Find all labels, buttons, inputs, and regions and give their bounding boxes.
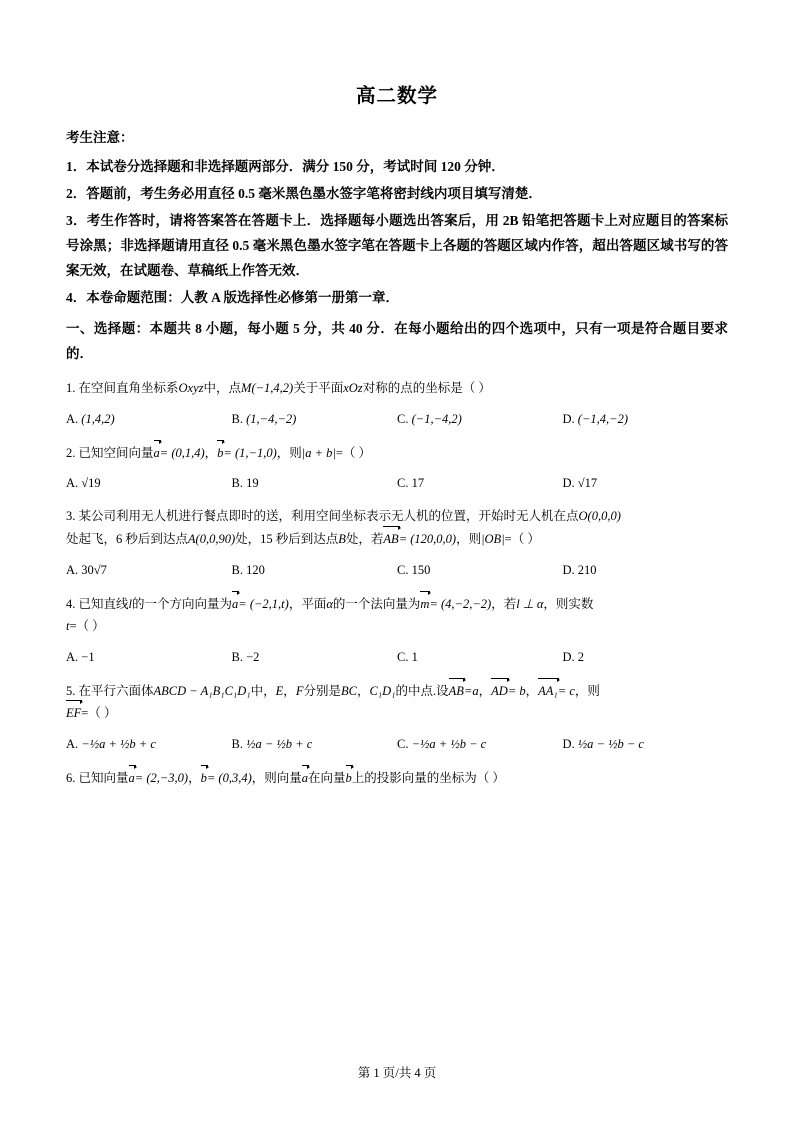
q3-options [66, 560, 728, 582]
q6-vector-a: a [129, 767, 135, 790]
q2-option-b-label: B. [231, 476, 243, 491]
q4-text-4: 的一个法向量为 [332, 596, 421, 611]
q2-vector-a: a [154, 442, 160, 465]
q4-option-c-label: C. [397, 649, 409, 664]
q4-option-b-value: −2 [246, 649, 260, 664]
q3-option-a[interactable] [66, 560, 232, 582]
notice-item-1: 1．本试卷分选择题和非选择题两部分．满分 150 分，考试时间 120 分钟． [66, 159, 505, 174]
q5-text-5: ， [356, 683, 370, 698]
q5-text-10: =（ ） [81, 706, 117, 721]
q5-option-d[interactable] [563, 734, 729, 756]
q3-option-d[interactable] [563, 560, 729, 582]
q3-text-2: 处起飞，6 秒后到达点 [66, 532, 188, 547]
q2-vector-a-value: = (0,1,4) [159, 445, 205, 460]
q5-option-d-label: D. [562, 737, 575, 752]
q4-vector-a-value: = (−2,1,t) [238, 596, 289, 611]
q5-option-c-label: C. [397, 737, 409, 752]
q6-text-2: ， [188, 771, 201, 786]
q6-text-4: 在向量 [308, 771, 346, 786]
q2-options [66, 473, 728, 495]
q3-option-b-label: B. [231, 563, 243, 577]
q4-text-3: ，平面 [288, 596, 327, 611]
q5-vector-aa1: AA₁ [538, 680, 558, 703]
q2-text-4: =（ ） [335, 445, 372, 460]
q4-option-a-value: −1 [81, 649, 95, 664]
q3-option-c-label: C. [397, 563, 409, 577]
notice-item-3: 3．考生作答时，请将答案答在答题卡上．选择题每小题选出答案后，用 2B 铅笔把答题卡上对应题目的答案标号涂黑；非选择题请用直径 0.5 毫米黑色墨水签字笔在答题卡上各题的答题区域内作答，超出答题区域书写的答案无效，在试题卷、草稿纸上作答无效． [66, 212, 728, 278]
q2-option-d-value: √17 [577, 476, 598, 491]
q4-vector-a: a [232, 593, 238, 616]
notice-heading: 考生注意： [66, 130, 134, 145]
page-footer: 第 1 页/共 4 页 [357, 1066, 437, 1080]
q4-variable-t: t [66, 618, 70, 633]
q1-text-4: 对称的点的坐标是（ ） [362, 380, 491, 395]
q3-vector-ob: |OB| [481, 532, 505, 547]
q4-line-l: l [128, 596, 132, 611]
q2-text-1: 已知空间向量 [78, 445, 154, 460]
q2-option-a-value: √19 [81, 476, 101, 491]
q4-options [66, 647, 728, 669]
q1-option-b-label: B. [231, 411, 243, 426]
q2-number: 2. [66, 445, 76, 460]
q2-expression: |a + b| [301, 445, 336, 460]
q2-option-d[interactable] [563, 473, 729, 495]
q5-vector-ab: AB [449, 680, 464, 703]
q5-vector-aa1-value: = c [557, 683, 575, 698]
q5-option-b-label: B. [231, 737, 243, 752]
q6-vector-a2: a [302, 767, 308, 790]
q1-point: M(−1,4,2) [241, 380, 294, 395]
q1-option-c-value: (−1,−4,2) [411, 411, 462, 426]
question-2 [66, 442, 728, 496]
q3-option-a-label: A. [66, 563, 79, 577]
q5-segment-bc: BC [340, 683, 357, 698]
q5-option-c[interactable] [397, 734, 563, 756]
q6-vector-a-value: = (2,−3,0) [134, 771, 189, 786]
q2-option-b-value: 19 [246, 476, 259, 491]
q5-option-b-value: ½a − ½b + c [246, 737, 313, 752]
q2-option-c-value: 17 [411, 476, 425, 491]
q3-option-d-label: D. [562, 563, 575, 577]
q1-option-d-label: D. [562, 411, 575, 426]
q4-text-6: ，则实数 [543, 596, 594, 611]
q6-number: 6. [66, 771, 76, 786]
q4-option-d[interactable] [563, 647, 729, 669]
q1-option-d-value: (−1,4,−2) [577, 411, 628, 426]
q3-vector-ab-value: = (120,0,0) [398, 532, 457, 547]
q4-text-5: ，若 [491, 596, 517, 611]
question-1 [66, 378, 728, 431]
q4-option-b-label: B. [231, 649, 243, 664]
q1-text-2: 中，点 [203, 380, 242, 395]
q1-option-a-label: A. [66, 411, 79, 426]
q1-option-a-value: (1,4,2) [81, 411, 115, 426]
q5-text-2: 中， [250, 683, 276, 698]
q1-text-3: 关于平面 [293, 380, 344, 395]
q1-coord: Oxyz [178, 380, 204, 395]
q5-point-e: E [275, 683, 284, 698]
q4-option-d-label: D. [562, 649, 575, 664]
page-title: 高二数学 [355, 86, 438, 107]
q3-text-4: 处，若 [345, 532, 384, 547]
notice-item-2: 2．答题前，考生务必用直径 0.5 毫米黑色墨水签字笔将密封线内项目填写清楚． [66, 185, 542, 201]
q3-option-b[interactable] [232, 560, 398, 582]
q5-vector-ad: AD [491, 680, 508, 703]
q3-text-5: ，则 [456, 532, 482, 547]
question-5 [66, 680, 728, 757]
section-heading-choice: 一、选择题：本题共 8 小题，每小题 5 分，共 40 分．在每小题给出的四个选项中，只有一项是符合题目要求的． [66, 320, 728, 361]
q2-vector-b-value: = (1,−1,0) [223, 445, 277, 460]
q3-option-a-value: 30√7 [81, 563, 107, 577]
q4-text-1: 已知直线 [78, 596, 129, 611]
q3-text-3: 处，15 秒后到达点 [235, 532, 339, 547]
q5-text-6: 的中点.设 [395, 683, 449, 698]
q4-number: 4. [66, 596, 76, 611]
q4-text-7: =（ ） [69, 618, 105, 633]
q5-option-a[interactable] [66, 734, 232, 756]
q1-option-b[interactable] [232, 409, 398, 431]
q5-vector-ef: EF [66, 702, 81, 725]
q5-option-c-value: −½a + ½b − c [411, 737, 487, 752]
q5-text-1: 在平行六面体 [78, 683, 154, 698]
q2-option-c[interactable] [397, 473, 563, 495]
q2-vector-b: b [217, 442, 223, 465]
q4-option-c-value: 1 [411, 649, 418, 664]
q5-vector-ad-value: = b [507, 683, 526, 698]
q1-number: 1. [66, 380, 76, 395]
q1-option-b-value: (1,−4,−2) [246, 411, 297, 426]
q4-vector-m: m [420, 593, 429, 616]
q3-point-o: O(0,0,0) [578, 509, 621, 524]
q2-option-a-label: A. [66, 476, 79, 491]
q5-option-b[interactable] [232, 734, 398, 756]
q1-option-d[interactable] [563, 409, 729, 431]
question-3 [66, 506, 728, 582]
q4-option-b[interactable] [232, 647, 398, 669]
q3-point-b: B [338, 532, 346, 547]
q1-option-c-label: C. [397, 411, 409, 426]
q4-option-c[interactable] [397, 647, 563, 669]
q3-option-c[interactable] [397, 560, 563, 582]
question-6 [66, 767, 728, 790]
question-4 [66, 593, 728, 669]
q2-text-3: ，则 [276, 445, 302, 460]
q2-text-2: ， [204, 445, 218, 460]
q6-vector-b-value: = (0,3,4) [206, 771, 252, 786]
q5-number: 5. [66, 683, 76, 698]
q3-text-6: =（ ） [504, 532, 540, 547]
q4-option-a-label: A. [66, 649, 79, 664]
q4-option-d-value: 2 [577, 649, 585, 664]
q3-point-a: A(0,0,90) [187, 532, 236, 547]
q5-vector-ab-value: =a [463, 683, 479, 698]
q2-option-c-label: C. [397, 476, 409, 491]
q4-option-a[interactable] [66, 647, 232, 669]
q1-plane: xOz [343, 380, 363, 395]
q3-text-1: 某公司利用无人机进行餐点即时的送，利用空间坐标表示无人机的位置，开始时无人机在点 [78, 509, 579, 524]
notice-item-4: 4．本卷命题范围：人教 A 版选择性必修第一册第一章． [66, 289, 400, 305]
q5-text-3: ， [283, 683, 296, 698]
q5-text-4: 分别是 [303, 683, 341, 698]
q6-vector-b2: b [346, 767, 352, 790]
q5-options [66, 734, 728, 756]
q4-condition: l ⊥ α [516, 596, 544, 611]
q5-text-9: ，则 [574, 683, 600, 698]
q5-segment-c1d1: C₁D₁ [369, 683, 396, 698]
q6-text-1: 已知向量 [78, 771, 129, 786]
q5-text-8: ， [525, 683, 539, 698]
q1-option-a[interactable] [66, 409, 232, 431]
q3-vector-ab: AB [383, 528, 398, 551]
q4-text-2: 的一个方向向量为 [132, 596, 233, 611]
q5-solid: ABCD − A₁B₁C₁D₁ [153, 683, 251, 698]
q2-option-d-label: D. [562, 476, 575, 491]
q5-option-d-value: ½a − ½b − c [577, 737, 644, 752]
q2-option-a[interactable] [66, 473, 232, 495]
q6-text-3: ，则向量 [251, 771, 302, 786]
q6-vector-b: b [201, 767, 207, 790]
q3-option-d-value: 210 [577, 563, 597, 577]
q4-plane-alpha: α [326, 596, 333, 611]
q3-option-b-value: 120 [246, 563, 265, 577]
q4-vector-m-value: = (4,−2,−2) [429, 596, 492, 611]
q5-option-a-value: −½a + ½b + c [81, 737, 156, 752]
q6-text-5: 上的投影向量的坐标为（ ） [351, 771, 505, 786]
q1-options [66, 409, 728, 431]
q3-option-c-value: 150 [411, 563, 431, 577]
q5-text-7: ， [478, 683, 492, 698]
q3-number: 3. [66, 509, 76, 524]
q1-option-c[interactable] [397, 409, 563, 431]
q2-option-b[interactable] [232, 473, 398, 495]
q1-text-1: 在空间直角坐标系 [78, 380, 179, 395]
q5-option-a-label: A. [66, 737, 79, 752]
q5-point-f: F [295, 683, 304, 698]
